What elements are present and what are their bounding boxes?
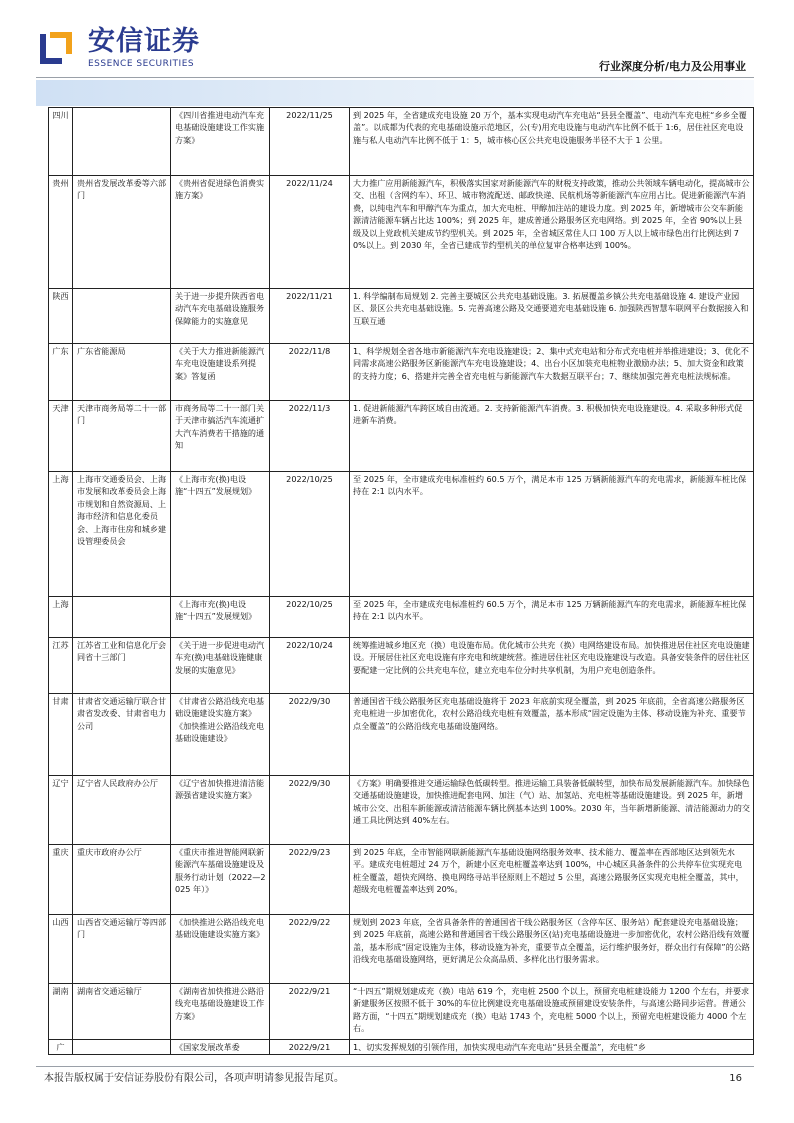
department-cell: 上海市交通委员会、上海市发展和改革委员会上海市规划和自然资源局、上海市经济和信息化委员会、上海市住房和城乡建设管理委员会: [73, 472, 171, 597]
policy-cell: 《上海市充(换)电设施“十四五”发展规划》: [171, 597, 270, 638]
table-row: [49, 1040, 754, 1055]
policy-cell: 《甘肃省公路沿线充电基础设施建设实施方案》 《加快推进公路沿线充电基础设施建设》: [171, 694, 270, 776]
content-cell: 到 2025 年，全省建成充电设施 20 万个，基本实现电动汽车充电站“县县全覆盖”、电动汽车充电桩“乡乡全覆盖”。以成都为代表的充电基础设施示范地区，公(专)用充电设施与电动汽车比例不低于 1:6，居住社区充电设施与私人电动汽车比例不低于 1：5，城市核心区公共充电设施服务半径不大于 1 公里。: [350, 108, 754, 176]
date-cell: 2022/11/25: [270, 108, 350, 176]
table-row: [49, 289, 754, 344]
page-number: 16: [729, 1073, 742, 1084]
date-cell: 2022/9/22: [270, 915, 350, 984]
table-row: [49, 845, 754, 915]
brand-name-cn: 安信证券: [88, 26, 200, 57]
department-cell: [73, 597, 171, 638]
table-row: [49, 915, 754, 984]
province-cell: 上海: [49, 472, 73, 597]
province-cell: 陕西: [49, 289, 73, 344]
department-cell: [73, 108, 171, 176]
department-cell: 广东省能源局: [73, 344, 171, 401]
content-cell: 1. 科学编制布局规划 2. 完善主要城区公共充电基础设施。3. 拓展覆盖乡镇公共充电基础设施 4. 建设产业园区、景区公共充电基础设施。5. 完善高速公路及交通要道充电基础设施 6. 加强陕西智慧车联网平台数据接入和互联互通: [350, 289, 754, 344]
date-cell: 2022/9/30: [270, 776, 350, 845]
policy-cell: 《湖南省加快推进公路沿线充电基础设施建设工作方案》: [171, 984, 270, 1040]
date-cell: 2022/10/24: [270, 638, 350, 694]
table-row: [49, 638, 754, 694]
header-divider: [36, 77, 754, 78]
policy-cell: 《国家发展改革委: [171, 1040, 270, 1055]
table-row: [49, 597, 754, 638]
footer-divider: [36, 1066, 754, 1067]
date-cell: 2022/10/25: [270, 472, 350, 597]
table-row: [49, 401, 754, 472]
content-cell: 至 2025 年，全市建成充电标准桩约 60.5 万个，满足本市 125 万辆新能源汽车的充电需求，新能源车桩比保持在 2:1 以内水平。: [350, 472, 754, 597]
table-row: [49, 984, 754, 1040]
content-cell: 《方案》明确要推进交通运输绿色低碳转型。推进运输工具装备低碳转型，加快布局发展新能源汽车。加快绿色交通基础设施建设，加快推进配套电网、加注（气）站、加氢站、充电桩等基础设施建设。到 2025 年，新增城市公交、出租车新能源或清洁能源车辆比例基本达到 100%。2030 年，当年新增新能源、清洁能源动力的交通工具比例达到 40%左右。: [350, 776, 754, 845]
policy-cell: 《加快推进公路沿线充电基础设施建设实施方案》: [171, 915, 270, 984]
company-logo-icon: [36, 28, 76, 68]
date-cell: 2022/10/25: [270, 597, 350, 638]
department-cell: 江苏省工业和信息化厅会同省十三部门: [73, 638, 171, 694]
department-cell: 甘肃省交通运输厅联合甘肃省发改委、甘肃省电力公司: [73, 694, 171, 776]
date-cell: 2022/9/30: [270, 694, 350, 776]
table-row: [49, 176, 754, 289]
footer-disclaimer: 本报告版权属于安信证券股份有限公司，各项声明请参见报告尾页。: [44, 1073, 344, 1084]
department-cell: 重庆市政府办公厅: [73, 845, 171, 915]
table-row: [49, 108, 754, 176]
province-cell: 贵州: [49, 176, 73, 289]
policy-cell: 市商务局等二十一部门关于天津市搞活汽车流通扩大汽车消费若干措施的通知: [171, 401, 270, 472]
content-cell: 规划到 2023 年底，全省具备条件的普通国省干线公路服务区（含停车区、服务站）配套建设充电基础设施；到 2025 年底前，高速公路和普通国省干线公路服务区(站)充电基础设施进一步加密优化，农村公路沿线有效覆盖，基本形成“固定设施为主体，移动设施为补充，重要节点全覆盖，运行维护服务好，群众出行有保障”的公路沿线充电基础设施网络，更好满足公众高品质、多样化出行服务需求。: [350, 915, 754, 984]
date-cell: 2022/9/21: [270, 984, 350, 1040]
department-cell: 湖南省交通运输厅: [73, 984, 171, 1040]
province-cell: 江苏: [49, 638, 73, 694]
department-cell: [73, 1040, 171, 1055]
policy-cell: 《辽宁省加快推进清洁能源强省建设实施方案》: [171, 776, 270, 845]
policy-cell: 关于进一步提升陕西省电动汽车充电基础设施服务保障能力的实施意见: [171, 289, 270, 344]
policy-cell: 《关于大力推进新能源汽车充电设施建设系列提案》答复函: [171, 344, 270, 401]
province-cell: 上海: [49, 597, 73, 638]
department-cell: 山西省交通运输厅等四部门: [73, 915, 171, 984]
content-cell: “十四五”期规划建成充（换）电站 619 个，充电桩 2500 个以上，预留充电桩建设能力 1200 个左右，并要求新建服务区按照不低于 30%的车位比例建设充电基础设施或预留建设安装条件，与高速公路同步运营。普通公路方面，“十四五”期规划建成充（换）电站 1743 个，充电桩 5000 个以上，预留充电桩建设能力 4000 个左右。: [350, 984, 754, 1040]
brand-name-en: ESSENCE SECURITIES: [88, 59, 195, 69]
province-cell: 甘肃: [49, 694, 73, 776]
content-cell: 统筹推进城乡地区充（换）电设施布局。优化城市公共充（换）电网络建设布局。加快推进居住社区充电设施建设。开展居住社区充电设施有序充电和统建统营。推进居住社区充电设施建设与改造。具备安装条件的居住社区要配建一定比例的公共充电车位，建立充电车位分时共享机制，为用户充电创造条件。: [350, 638, 754, 694]
date-cell: 2022/11/21: [270, 289, 350, 344]
table-row: [49, 694, 754, 776]
policy-cell: 《关于进一步促进电动汽车充(换)电基础设施健康发展的实施意见》: [171, 638, 270, 694]
department-cell: 天津市商务局等二十一部门: [73, 401, 171, 472]
header-band: [36, 80, 754, 106]
content-cell: 普通国省干线公路服务区充电基础设施将于 2023 年底前实现全覆盖，到 2025 年底前，全省高速公路服务区充电桩进一步加密优化，农村公路沿线充电桩有效覆盖，基本形成“固定设施为主体、移动设施为补充、重要节点全覆盖”的公路沿线充电基础设施网络。: [350, 694, 754, 776]
date-cell: 2022/11/24: [270, 176, 350, 289]
province-cell: 广东: [49, 344, 73, 401]
table-row: [49, 776, 754, 845]
content-cell: 1、切实发挥规划的引领作用，加快实现电动汽车充电站“县县全覆盖”，充电桩“乡: [350, 1040, 754, 1055]
province-cell: 山西: [49, 915, 73, 984]
content-cell: 1、科学规划全省各地市新能源汽车充电设施建设；2、集中式充电站和分布式充电桩并举推进建设；3、优化不同需求高速公路服务区新能源汽车充电设施建设；4、出台小区加装充电桩物业激励办法；5、加大资金和政策的支持力度；6、搭建并完善全省充电桩与新能源汽车大数据互联平台；7、继续加强完善充电桩法规标准。: [350, 344, 754, 401]
date-cell: 2022/9/21: [270, 1040, 350, 1055]
content-cell: 1. 促进新能源汽车跨区域自由流通。2. 支持新能源汽车消费。3. 积极加快充电设施建设。4. 采取多种形式促进新车消费。: [350, 401, 754, 472]
province-cell: 湖南: [49, 984, 73, 1040]
date-cell: 2022/11/8: [270, 344, 350, 401]
policy-table: [48, 107, 754, 1055]
department-cell: 辽宁省人民政府办公厅: [73, 776, 171, 845]
province-cell: 重庆: [49, 845, 73, 915]
table-row: [49, 344, 754, 401]
province-cell: 四川: [49, 108, 73, 176]
province-cell: 广: [49, 1040, 73, 1055]
content-cell: 大力推广应用新能源汽车，积极落实国家对新能源汽车的财税支持政策，推动公共领域车辆电动化，提高城市公交、出租（含网约车）、环卫、城市物流配送、邮政快递、民航机场等新能源汽车应用占比。促进新能源汽车消费，以纯电汽车和甲醇汽车为重点，加大充电桩、甲醇加注站的建设力度。到 2025 年，新增城市公交车新能源清洁能源车辆占比达 100%；到 2025 年，建成普通公路服务区充电网络。到 2025 年，全省 90%以上县级及以上党政机关建成节约型机关。到 2025 年，全省城区常住人口 100 万人以上城市绿色出行比例达到 70%以上。到 2030 年，全省已建成节约型机关的单位复审合格率达到 100%。: [350, 176, 754, 289]
date-cell: 2022/9/23: [270, 845, 350, 915]
province-cell: 辽宁: [49, 776, 73, 845]
province-cell: 天津: [49, 401, 73, 472]
department-cell: 贵州省发展改革委等六部门: [73, 176, 171, 289]
table-row: [49, 472, 754, 597]
department-cell: [73, 289, 171, 344]
policy-cell: 《重庆市推进智能网联新能源汽车基础设施建设及服务行动计划（2022—2025 年）》: [171, 845, 270, 915]
policy-cell: 《贵州省促进绿色消费实施方案》: [171, 176, 270, 289]
date-cell: 2022/11/3: [270, 401, 350, 472]
policy-cell: 《上海市充(换)电设施“十四五”发展规划》: [171, 472, 270, 597]
content-cell: 到 2025 年底，全市智能网联新能源汽车基础设施网络服务效率、技术能力、覆盖率在西部地区达到领先水平。建成充电桩超过 24 万个，新建小区充电桩覆盖率达到 100%，中心城区具备条件的公共停车位实现充电桩全覆盖，超快充网络、换电网络寻站半径原则上不超过 5 公里，高速公路服务区实现充电桩全覆盖，其中，超级充电桩覆盖率达到 20%。: [350, 845, 754, 915]
content-cell: 至 2025 年，全市建成充电标准桩约 60.5 万个，满足本市 125 万辆新能源汽车的充电需求，新能源车桩比保持在 2:1 以内水平。: [350, 597, 754, 638]
policy-cell: 《四川省推进电动汽车充电基础设施建设工作实施方案》: [171, 108, 270, 176]
report-type-label: 行业深度分析/电力及公用事业: [598, 60, 746, 73]
